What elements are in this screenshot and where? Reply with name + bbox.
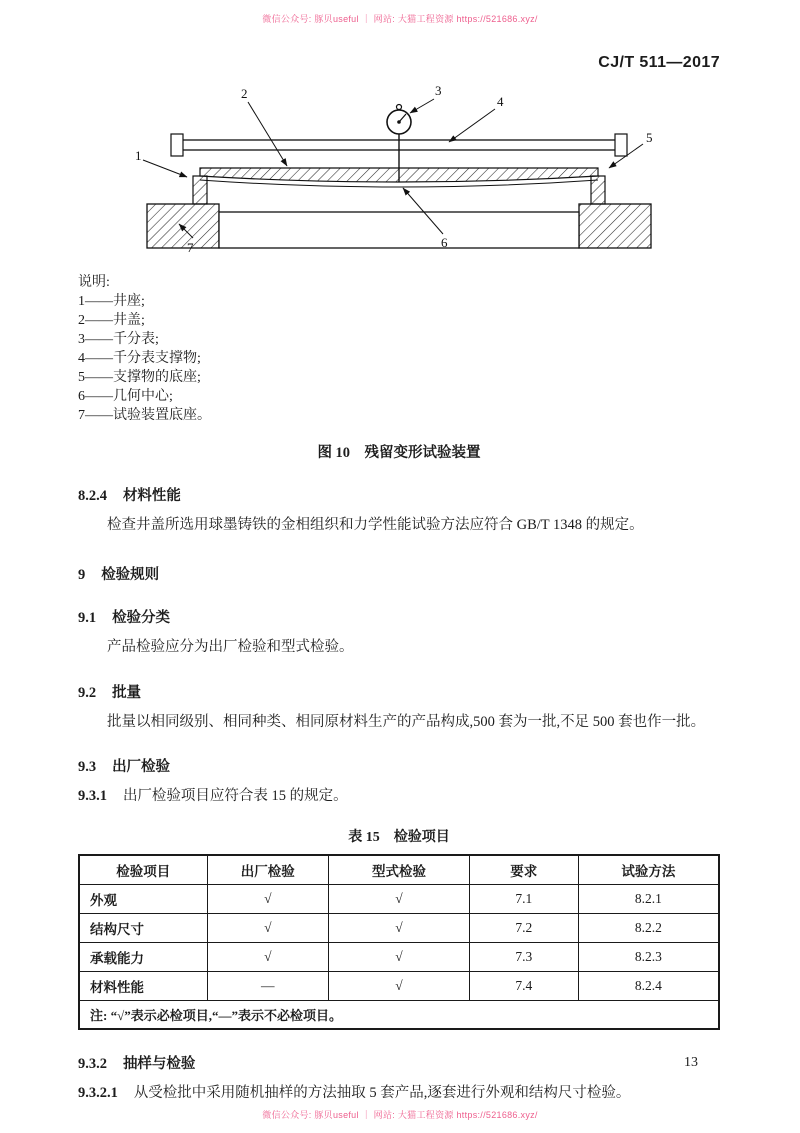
figure-legend <box>78 273 720 425</box>
legend-item: 7——试验装置底座。 <box>78 408 211 423</box>
residual-deformation-test-apparatus-drawing <box>129 82 669 260</box>
table-cell: √ <box>207 943 329 972</box>
section-heading-9-3 <box>78 755 720 776</box>
leader-4 <box>449 109 495 142</box>
table-cell: 8.2.3 <box>578 943 719 972</box>
section-heading-8-2-4 <box>78 484 720 505</box>
clause-9-3-1 <box>78 786 720 808</box>
table-header-cell: 型式检验 <box>329 855 470 885</box>
table-cell: 7.3 <box>469 943 578 972</box>
clause-text: 从受检批中采用随机抽样的方法抽取 5 套产品,逐套进行外观和结构尺寸检验。 <box>133 1085 631 1101</box>
section-heading-9-3-2 <box>78 1052 720 1073</box>
legend-item: 6——几何中心; <box>78 389 173 404</box>
base-right-block <box>579 204 651 248</box>
legend-item: 2——井盖; <box>78 313 145 328</box>
callout-2: 2 <box>241 86 248 101</box>
leader-2 <box>248 102 287 166</box>
section-title: 材料性能 <box>122 488 181 504</box>
legend-item: 5——支撑物的底座; <box>78 370 201 385</box>
legend-item: 1——井座; <box>78 294 145 309</box>
table-cell: √ <box>329 972 470 1001</box>
table-cell: √ <box>329 943 470 972</box>
clause-text: 出厂检验项目应符合表 15 的规定。 <box>122 788 348 805</box>
table-row <box>79 914 719 943</box>
paragraph-9-1: 产品检验应分为出厂检验和型式检验。 <box>107 638 354 655</box>
beam-end-cap-left <box>171 134 183 156</box>
table-header-row <box>79 855 719 885</box>
callout-5: 5 <box>646 130 653 145</box>
table-cell: 材料性能 <box>79 972 207 1001</box>
section-heading-9-2 <box>78 681 720 702</box>
clause-number: 9.3.2.1 <box>78 1085 118 1101</box>
table-cell: √ <box>207 914 329 943</box>
callout-7: 7 <box>187 240 194 255</box>
table-cell: √ <box>207 885 329 914</box>
table-note-row <box>79 1001 719 1030</box>
callout-6: 6 <box>441 235 448 250</box>
page-number: 13 <box>684 1055 698 1070</box>
watermark-top: 微信公众号: 豚贝useful ｜ 网站: 大猫工程资源 https://521686.xyz/ <box>262 14 538 24</box>
leader-1 <box>143 160 187 177</box>
table-cell: 7.2 <box>469 914 578 943</box>
table-cell: 结构尺寸 <box>79 914 207 943</box>
table-row <box>79 972 719 1001</box>
table-cell: 7.1 <box>469 885 578 914</box>
table-15-caption: 表 15 检验项目 <box>348 830 450 845</box>
table-header-cell: 试验方法 <box>578 855 719 885</box>
section-number: 9 <box>78 566 86 583</box>
figure-10-diagram <box>78 82 720 265</box>
table-header-cell: 要求 <box>469 855 578 885</box>
section-title: 检验分类 <box>112 609 171 626</box>
section-title: 出厂检验 <box>112 759 171 776</box>
clause-9-3-2-1 <box>78 1083 720 1105</box>
legend-item: 4——千分表支撑物; <box>78 351 201 366</box>
section-number: 9.2 <box>78 684 97 701</box>
beam-end-cap-right <box>615 134 627 156</box>
legend-item: 3——千分表; <box>78 332 159 347</box>
callout-4: 4 <box>497 94 504 109</box>
leader-3 <box>410 99 434 113</box>
figure-caption: 图 10 残留变形试验装置 <box>317 445 481 461</box>
table-row <box>79 885 719 914</box>
standard-number: CJ/T 511—2017 <box>598 54 720 71</box>
section-heading-9 <box>78 563 720 584</box>
table-cell: 7.4 <box>469 972 578 1001</box>
base-middle <box>219 212 579 248</box>
section-title: 批量 <box>112 684 142 701</box>
section-number: 8.2.4 <box>78 488 107 504</box>
callout-1: 1 <box>135 148 142 163</box>
paragraph-9-2: 批量以相同级别、相同种类、相同原材料生产的产品构成,500 套为一批,不足 500 套也作一批。 <box>107 713 706 730</box>
callout-3: 3 <box>435 83 442 98</box>
table-cell: 8.2.2 <box>578 914 719 943</box>
table-cell: — <box>207 972 329 1001</box>
paragraph-8-2-4: 检查井盖所选用球墨铸铁的金相组织和力学性能试验方法应符合 GB/T 1348 的规定。 <box>107 517 644 533</box>
clause-number: 9.3.1 <box>78 788 107 805</box>
table-cell: 承载能力 <box>79 943 207 972</box>
table-cell: 外观 <box>79 885 207 914</box>
table-cell: 8.2.4 <box>578 972 719 1001</box>
base-left-block <box>147 204 219 248</box>
section-title: 抽样与检验 <box>122 1056 196 1072</box>
section-number: 9.3 <box>78 759 97 776</box>
table-cell: √ <box>329 885 470 914</box>
table-note: 注: “√”表示必检项目,“—”表示不必检项目。 <box>79 1001 719 1030</box>
table-header-cell: 检验项目 <box>79 855 207 885</box>
section-heading-9-1 <box>78 606 720 627</box>
inspection-items-table <box>78 854 720 1030</box>
legend-title: 说明: <box>78 275 110 290</box>
table-cell: √ <box>329 914 470 943</box>
section-number: 9.1 <box>78 609 97 626</box>
watermark-bottom: 微信公众号: 豚贝useful ｜ 网站: 大猫工程资源 https://521686.xyz/ <box>262 1110 538 1120</box>
table-row <box>79 943 719 972</box>
table-cell: 8.2.1 <box>578 885 719 914</box>
section-number: 9.3.2 <box>78 1056 107 1072</box>
section-title: 检验规则 <box>101 566 160 583</box>
table-header-cell: 出厂检验 <box>207 855 329 885</box>
dial-gauge-knob <box>397 105 402 110</box>
